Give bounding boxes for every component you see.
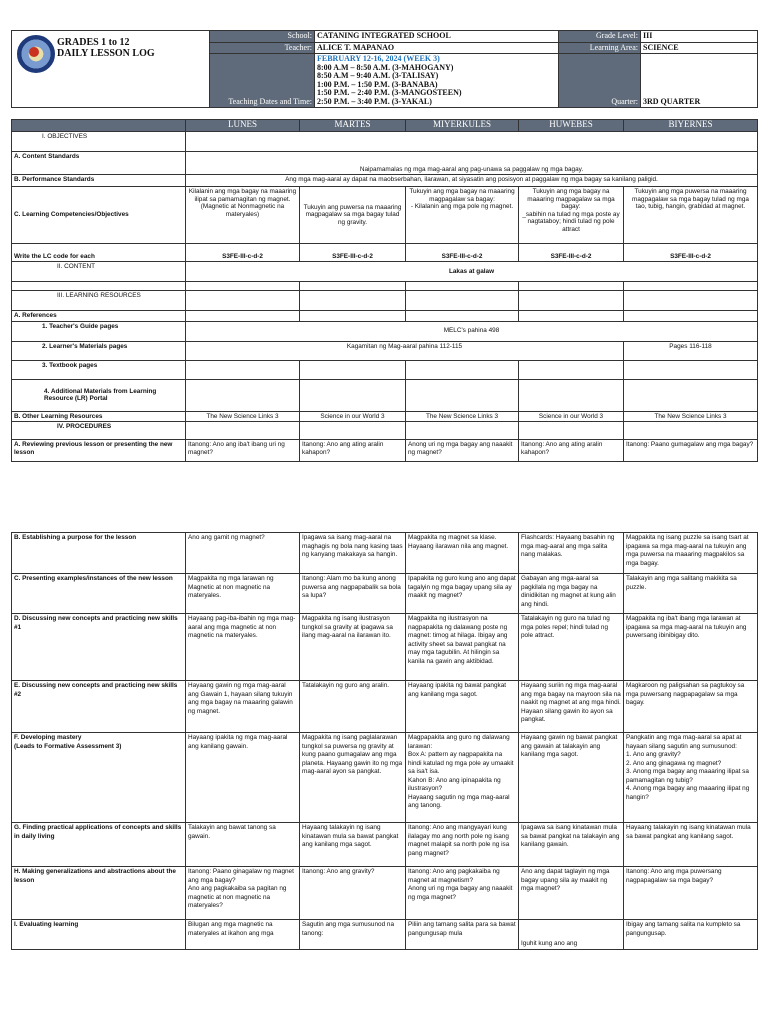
- procedure-cell: Ipapakita ng guro kung ano ang dapat tagalyin ng mga bagay upang sila ay maakit ng magnet?: [406, 574, 519, 614]
- procedure-cell: Ipagawa sa isang kinatawan mula sa bawat pangkat na talakayin ang kanilang gawain.: [519, 823, 624, 867]
- date-range: FEBRUARY 12-16, 2024 (WEEK 3): [317, 54, 440, 63]
- teacher-value: ALICE T. MAPANAO: [315, 42, 559, 54]
- procedure-row: [12, 920, 758, 950]
- textbook-label: 3. Textbook pages: [12, 360, 186, 379]
- empty-cell: [624, 379, 758, 411]
- procedures-table: [11, 532, 758, 950]
- empty-cell: [406, 291, 519, 311]
- empty-cell: [406, 360, 519, 379]
- other-resource-cell: The New Science Links 3: [624, 411, 758, 422]
- spacer-cell: [12, 282, 186, 291]
- header-table: [11, 30, 758, 108]
- reviewing-cell: Itanong: Ano ang ating aralin kahapon?: [300, 440, 406, 462]
- teaching-dates-label: Teaching Dates and Time:: [210, 54, 315, 108]
- empty-cell: [186, 360, 300, 379]
- school-label: School:: [210, 31, 315, 43]
- procedures-heading: IV. PROCEDURES: [12, 422, 186, 440]
- reviewing-cell: Itanong: Ano ang ating aralin kahapon?: [519, 440, 624, 462]
- procedure-row: [12, 533, 758, 574]
- additional-materials-label: 4. Additional Materials from Learning Resource (LR) Portal: [12, 379, 186, 411]
- time-slot: 8:00 A.M – 8:50 A.M. (3-MAHOGANY): [317, 62, 454, 72]
- procedure-cell: Ano ang gamit ng magnet?: [186, 533, 300, 574]
- empty-cell: [300, 282, 406, 291]
- teacher-label: Teacher:: [210, 42, 315, 54]
- learners-materials-value: Kagamitan ng Mag-aaral pahina 112-115: [186, 341, 624, 360]
- empty-cell: [624, 291, 758, 311]
- procedure-label: H. Making generalizations and abstractions about the lesson: [12, 867, 186, 920]
- procedure-cell: Hayaang ipakita ng mga mag-aaral ang kanilang gawain.: [186, 733, 300, 823]
- performance-standards-label: B. Performance Standards: [12, 175, 186, 187]
- performance-standards-value: Ang mga mag-aaral ay dapat na maobserbahan, ilarawan, at siyasatin ang posisyon at paggalaw ng mga bagay sa kanilang paligid.: [186, 175, 758, 187]
- day-header: HUWEBES: [519, 120, 624, 132]
- competency-cell: Kilalanin ang mga bagay na maaaring ilipat sa pamamagitan ng magnet. (Magnetic at Nonmagnetic na materyales): [186, 187, 300, 244]
- procedure-cell: Hayaang talakayin ng isang kinatawan mula sa bawat pangkat ang kanilang sagot.: [624, 823, 758, 867]
- procedure-row: [12, 733, 758, 823]
- empty-cell: [624, 360, 758, 379]
- content-standards-label: A. Content Standards: [12, 152, 186, 175]
- other-resource-cell: Science in our World 3: [519, 411, 624, 422]
- procedure-cell: Itanong: Ano ang pagkakaiba ng magnet at magnetism? Anong uri ng mga bagay ang naaakit ng mga magnet?: [406, 867, 519, 920]
- reviewing-lesson-label: A. Reviewing previous lesson or presenting the new lesson: [12, 440, 186, 462]
- procedure-cell: Itanong: Ano ang gravity?: [300, 867, 406, 920]
- reviewing-cell: Itanong: Ano ang iba't ibang uri ng magnet?: [186, 440, 300, 462]
- procedure-label: C. Presenting examples/instances of the new lesson: [12, 574, 186, 614]
- empty-cell: [519, 291, 624, 311]
- procedure-cell: Itanong: Ano ang mangyayari kung ilalagay mo ang north pole ng isang magnet malapit sa north pole ng isa pang magnet?: [406, 823, 519, 867]
- empty-cell: [186, 291, 300, 311]
- procedure-cell: Magpakita ng magnet sa klase. Hayaang ilarawan nila ang magnet.: [406, 533, 519, 574]
- procedure-cell: Hayaang pag-iba-ibahin ng mga mag-aaral ang mga magnetic at non magnetic na materyales.: [186, 614, 300, 681]
- procedure-cell: Bilugan ang mga magnetic na materyales at ikahon ang mga: [186, 920, 300, 950]
- other-resource-cell: The New Science Links 3: [406, 411, 519, 422]
- procedure-cell: Magkaroon ng paligsahan sa pagtukoy sa mga puwersang nagpapagalaw sa mga bagay.: [624, 681, 758, 733]
- procedure-label: B. Establishing a purpose for the lesson: [12, 533, 186, 574]
- grade-level-value: III: [641, 31, 758, 43]
- time-slot: 2:50 P.M. – 3:40 P.M. (3-YAKAL): [317, 96, 432, 106]
- empty-cell: [519, 422, 624, 440]
- empty-cell: [186, 379, 300, 411]
- lc-code-label: Write the LC code for each: [12, 244, 186, 262]
- empty-cell: [406, 282, 519, 291]
- procedure-cell: Magpakita ng mga larawan ng Magnetic at non magnetic na materyales.: [186, 574, 300, 614]
- document-title: [57, 37, 155, 59]
- empty-cell: [519, 379, 624, 411]
- empty-cell: [519, 282, 624, 291]
- reviewing-cell: Anong uri ng mga bagay ang naaakit ng magnet?: [406, 440, 519, 462]
- procedure-cell: Itanong: Ano ang mga puwersang nagpapagalaw sa mga bagay?: [624, 867, 758, 920]
- empty-cell: [406, 422, 519, 440]
- other-resource-cell: The New Science Links 3: [186, 411, 300, 422]
- learners-materials-label: 2. Learner's Materials pages: [12, 341, 186, 360]
- procedure-row: [12, 823, 758, 867]
- time-slot: 8:50 A.M – 9:40 A.M. (3-TALISAY): [317, 71, 439, 80]
- empty-cell: [186, 422, 300, 440]
- competency-cell: Tukuyin ang mga bagay na maaaring magpagalaw sa mga bagay: _sabihin na tulad ng mga poste ay nagtataboy; hindi tulad ng pole attract: [519, 187, 624, 244]
- procedure-cell: Magpakita ng isang ilustrasyon tungkol sa gravity at ipagawa sa ilang mag-aaral na ilarawan ito.: [300, 614, 406, 681]
- procedure-cell: Piliin ang tamang salita para sa bawat pangungusap mula: [406, 920, 519, 950]
- empty-cell: [624, 422, 758, 440]
- header-logo-cell: [12, 31, 210, 108]
- procedure-cell: Hayaang gawin ng mga mag-aaral ang Gawain 1, hayaan silang tukuyin ang mga bagay na maaaring galawin ng magnet.: [186, 681, 300, 733]
- procedure-cell: Tatalakayin ng guro ang aralin.: [300, 681, 406, 733]
- reviewing-cell: Itanong: Paano gumagalaw ang mga bagay?: [624, 440, 758, 462]
- references-label: A. References: [12, 311, 186, 322]
- other-resource-cell: Science in our World 3: [300, 411, 406, 422]
- competencies-label: C. Learning Competencies/Objectives: [12, 187, 186, 244]
- teachers-guide-value: MELC's pahina 498: [186, 321, 758, 341]
- empty-cell: [186, 311, 300, 322]
- learning-area-value: SCIENCE: [641, 42, 758, 54]
- procedure-row: [12, 614, 758, 681]
- empty-cell: [300, 379, 406, 411]
- school-value: CATANING INTEGRATED SCHOOL: [315, 31, 559, 43]
- competency-cell: Tukuyin ang mga bagay na maaaring magpagalaw sa bagay: - Kilalanin ang mga pole ng magnet.: [406, 187, 519, 244]
- procedure-cell: Magpakita ng ilustrasyon na nagpapakita ng dalawang poste ng magnet: timog at hilaga. Ibigay ang activity sheet sa bawat pangkat na may mga tagubilin. At hilingin sa kanila na gawin ang aktibidad.: [406, 614, 519, 681]
- day-header: LUNES: [186, 120, 300, 132]
- procedure-label: D. Discussing new concepts and practicing new skills #1: [12, 614, 186, 681]
- teachers-guide-label: 1. Teacher's Guide pages: [12, 321, 186, 341]
- title-line-1: GRADES 1 to 12: [57, 37, 130, 48]
- objectives-heading: I. OBJECTIVES: [12, 132, 186, 152]
- grade-level-label: Grade Level:: [559, 31, 641, 43]
- procedure-cell: Magpakita ng iba't ibang mga larawan at ipagawa sa mga mag-aaral na tukuyin ang puwersang ibinibigay dito.: [624, 614, 758, 681]
- other-resources-label: B. Other Learning Resources: [12, 411, 186, 422]
- procedure-row: [12, 681, 758, 733]
- day-header: MIYERKULES: [406, 120, 519, 132]
- procedure-cell: Talakayin ang bawat tanong sa gawain.: [186, 823, 300, 867]
- competency-cell: Tukuyin ang puwersa na maaaring magpagalaw sa mga bagay tulad ng gravity.: [300, 187, 406, 244]
- empty-cell: [624, 282, 758, 291]
- content-value: Lakas at galaw: [186, 262, 758, 282]
- procedure-cell: Magpakita ng isang puzzle sa isang tsart at ipagawa sa mga mag-aaral na tukuyin ang mga puwersa na maaaring magpakilos sa mga bagay.: [624, 533, 758, 574]
- time-slot: 1:00 P.M. – 1:50 P.M. (3-BANABA): [317, 79, 438, 89]
- procedure-row: [12, 867, 758, 920]
- blank-corner: [12, 120, 186, 132]
- empty-cell: [300, 311, 406, 322]
- procedure-cell: Ano ang dapat taglayin ng mga bagay upang sila ay maakit ng mga magnet?: [519, 867, 624, 920]
- procedure-cell: Sagutin ang mga sumusunod na tanong:: [300, 920, 406, 950]
- title-line-2: DAILY LESSON LOG: [57, 48, 155, 59]
- lc-code-cell: S3FE-III-c-d-2: [186, 244, 300, 262]
- procedure-cell: Hayaang suriin ng mga mag-aaral ang mga bagay na mayroon sila na naakit ng magnet at ang mga hindi. Hayaan silang gawin ito ayon sa pangkat.: [519, 681, 624, 733]
- empty-cell: [186, 282, 300, 291]
- procedure-cell: Hayaang ipakita ng bawat pangkat ang kanilang mga sagot.: [406, 681, 519, 733]
- empty-cell: [300, 291, 406, 311]
- learners-materials-friday: Pages 116-118: [624, 341, 758, 360]
- procedure-cell: Magpapakita ang guro ng dalawang larawan: Box A: pattern ay nagpapakita na hindi katulad ng mga pole ay umaakit sa isa't isa. Kahon B: Ano ang ipinapakita ng ilustrasyon? Hayaang sagutin ng mga mag-aaral ang tanong.: [406, 733, 519, 823]
- procedure-cell: Hayaang talakayin ng isang kinatawan mula sa bawat pangkat ang kanilang mga sagot.: [300, 823, 406, 867]
- empty-cell: [519, 311, 624, 322]
- procedure-cell: Tatalakayin ng guro na tulad ng mga poles repel; hindi tulad ng pole attract.: [519, 614, 624, 681]
- lc-code-cell: S3FE-III-c-d-2: [300, 244, 406, 262]
- learning-area-label: Learning Area:: [559, 42, 641, 54]
- day-header: BIYERNES: [624, 120, 758, 132]
- procedure-cell: Pangkatin ang mga mag-aaral sa apat at hayaan silang sagutin ang sumusunod: 1. Ano ang gravity? 2. Ano ang ginagawa ng magnet? 3. Anong mga bagay ang maaaring ilipat sa pamamagitan ng tubig? 4. Anong mga bagay ang maaaring ilipat ng hangin?: [624, 733, 758, 823]
- quarter-label: Quarter:: [559, 54, 641, 108]
- procedure-cell: Ipagawa sa isang mag-aaral na maghagis ng bola nang kasing taas ng kanyang makakaya sa hangin.: [300, 533, 406, 574]
- procedure-label: G. Finding practical applications of concepts and skills in daily living: [12, 823, 186, 867]
- empty-cell: [519, 360, 624, 379]
- competency-cell: Tukuyin ang mga puwersa na maaaring magpagalaw sa mga bagay tulad ng mga tao, tubig, hangin, grabidad at magnet.: [624, 187, 758, 244]
- lc-code-cell: S3FE-III-c-d-2: [519, 244, 624, 262]
- procedure-row: [12, 574, 758, 614]
- content-heading: II. CONTENT: [12, 262, 186, 282]
- objectives-blank: [186, 132, 758, 152]
- procedure-cell: Hayaang gawin ng bawat pangkat ang gawain at talakayin ang kanilang mga sagot.: [519, 733, 624, 823]
- teaching-dates-value: [315, 54, 559, 108]
- procedure-label: E. Discussing new concepts and practicing new skills #2: [12, 681, 186, 733]
- empty-cell: [406, 311, 519, 322]
- deped-seal-icon: [17, 35, 55, 73]
- procedure-cell: Itanong: Paano ginagalaw ng magnet ang mga bagay? Ano ang pagkakaiba sa pagitan ng magnetic at non magnetic na materyales?: [186, 867, 300, 920]
- empty-cell: [300, 360, 406, 379]
- quarter-value: 3RD QUARTER: [641, 54, 758, 108]
- empty-cell: [406, 379, 519, 411]
- content-standards-value: Naipamamalas ng mga mag-aaral ang pag-unawa sa paggalaw ng mga bagay.: [186, 152, 758, 175]
- resources-heading: III. LEARNING RESOURCES: [12, 291, 186, 311]
- procedure-cell: Iguhit kung ano ang: [519, 920, 624, 950]
- procedure-cell: Gabayan ang mga-aaral sa pagkilala ng mga bagay na dinidikitan ng magnet at kung alin ang hindi.: [519, 574, 624, 614]
- procedure-cell: Talakayin ang mga salitang makikita sa puzzle.: [624, 574, 758, 614]
- procedure-cell: Itanong: Alam mo ba kung anong puwersa ang nagpapabalik sa bola sa lupa?: [300, 574, 406, 614]
- time-slot: 1:50 P.M. – 2:40 P.M. (3-MANGOSTEEN): [317, 88, 462, 97]
- empty-cell: [624, 311, 758, 322]
- lesson-log-table: [11, 119, 758, 462]
- procedure-cell: Magpakita ng isang paglalarawan tungkol sa puwersa ng gravity at kung paano gumagalaw ang mga planeta. Hayaang gawin ito ng mga mag-aaral ayon sa pangkat.: [300, 733, 406, 823]
- lc-code-cell: S3FE-III-c-d-2: [624, 244, 758, 262]
- lc-code-cell: S3FE-III-c-d-2: [406, 244, 519, 262]
- procedure-cell: Flashcards: Hayaang basahin ng mga mag-aaral ang mga salita nang malakas.: [519, 533, 624, 574]
- day-header: MARTES: [300, 120, 406, 132]
- procedure-label: F. Developing mastery (Leads to Formative Assessment 3): [12, 733, 186, 823]
- empty-cell: [300, 422, 406, 440]
- procedure-cell: Ibigay ang tamang salita na kumpleto sa pangungusap.: [624, 920, 758, 950]
- procedure-label: I. Evaluating learning: [12, 920, 186, 950]
